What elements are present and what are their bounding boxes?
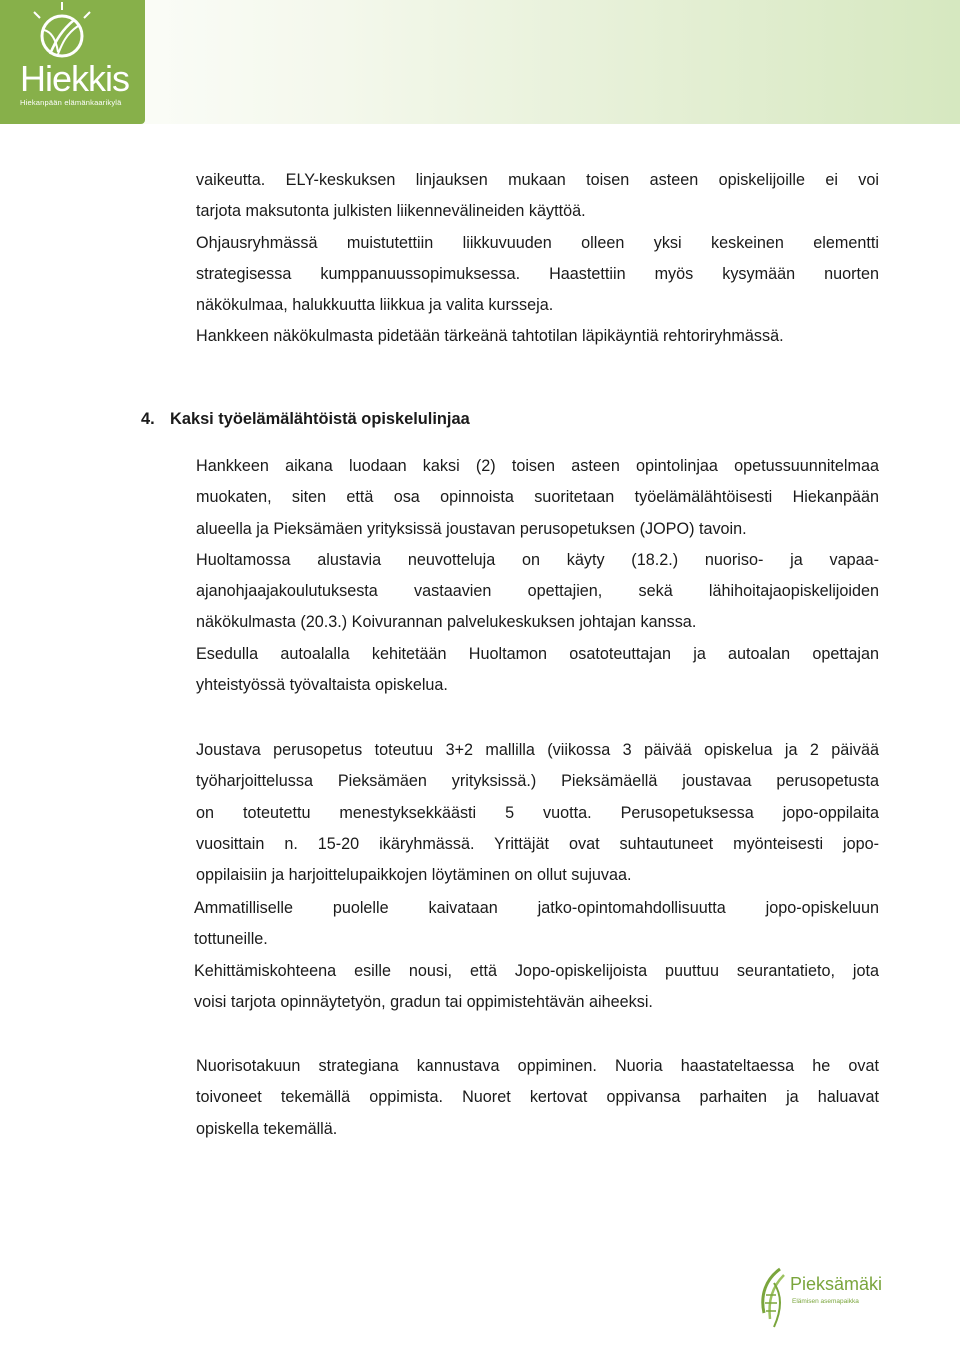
- text-line: toivoneet tekemällä oppimista. Nuoret kertovat oppivansa parhaiten ja haluavat: [196, 1088, 879, 1107]
- logo-wordmark: Hiekkis: [20, 58, 130, 99]
- logo-tagline: Hiekanpään elämänkaarikylä: [20, 98, 122, 107]
- section-body-4: [196, 1051, 879, 1145]
- text-line: voisi tarjota opinnäytetyön, gradun tai oppimistehtävän aiheeksi.: [194, 992, 653, 1011]
- text-line: Hankkeen näkökulmasta pidetään tärkeänä tahtotilan läpikäyntiä rehtoriryhmässä.: [196, 327, 784, 346]
- paragraph: [196, 1051, 879, 1145]
- text-line: näkökulmasta (20.3.) Koivurannan palvelukeskuksen johtajan kanssa.: [196, 613, 697, 632]
- paragraph: [196, 228, 879, 322]
- paragraph: [196, 451, 879, 545]
- paragraph: [196, 735, 879, 891]
- text-line: on toteutettu menestyksekkäästi 5 vuotta. Perusopetuksessa jopo-oppilaita: [196, 803, 879, 822]
- pieksamaki-logo: [752, 1265, 892, 1335]
- section-heading: [141, 404, 470, 435]
- text-line: Esedulla autoalalla kehitetään Huoltamon osatoteuttajan ja autoalan opettajan: [196, 644, 879, 663]
- text-line: työharjoittelussa Pieksämäen yrityksissä.) Pieksämäellä joustavaa perusopetusta: [196, 772, 879, 791]
- text-line: vuosittain n. 15-20 ikäryhmässä. Yrittäjät ovat suhtautuneet myönteisesti jopo-: [196, 834, 879, 853]
- text-line: Joustava perusopetus toteutuu 3+2 mallilla (viikossa 3 päivää opiskelua ja 2 päivää: [196, 741, 879, 759]
- paragraph: [196, 545, 879, 639]
- text-line: Ammatilliselle puolelle kaivataan jatko-opintomahdollisuutta jopo-opiskeluun: [194, 899, 879, 917]
- text-line: strategisessa kumppanuussopimuksessa. Haastettiin myös kysymään nuorten: [196, 264, 879, 283]
- text-line: vaikeutta. ELY-keskuksen linjauksen mukaan toisen asteen opiskelijoille ei voi: [196, 171, 879, 189]
- page-header: [0, 0, 960, 124]
- text-line: opiskella tekemällä.: [196, 1119, 338, 1138]
- text-line: yhteistyössä työvaltaista opiskelua.: [196, 676, 448, 695]
- hiekkis-logo: [0, 0, 145, 124]
- paragraph: [194, 956, 879, 1019]
- paragraph: [194, 893, 879, 956]
- text-line: tarjota maksutonta julkisten liikennevälineiden käyttöä.: [196, 202, 586, 221]
- paragraph: [196, 639, 879, 702]
- footer-wordmark: Pieksämäki: [790, 1274, 883, 1294]
- section-body-3: [194, 893, 879, 1018]
- paragraph: [196, 165, 879, 228]
- text-line: Hankkeen aikana luodaan kaksi (2) toisen asteen opintolinjaa opetussuunnitelmaa: [196, 457, 879, 475]
- text-line: ajanohjaajakoulutuksesta vastaavien opettajien, sekä lähihoitajaopiskelijoiden: [196, 582, 879, 601]
- section-body: [196, 451, 879, 701]
- text-line: oppilaisiin ja harjoittelupaikkojen löytäminen on ollut sujuvaa.: [196, 866, 632, 885]
- text-line: Nuorisotakuun strategiana kannustava oppiminen. Nuoria haastateltaessa he ovat: [196, 1057, 879, 1075]
- text-line: näkökulmaa, halukkuutta liikkua ja valita kursseja.: [196, 296, 554, 315]
- section-body-2: [196, 735, 879, 891]
- text-line: muokaten, siten että osa opinnoista suoritetaan työelämälähtöisesti Hiekanpään: [196, 488, 879, 507]
- text-line: Kehittämiskohteena esille nousi, että Jopo-opiskelijoista puuttuu seurantatieto, jota: [194, 961, 879, 980]
- paragraph: [196, 321, 879, 352]
- text-line: tottuneille.: [194, 930, 268, 949]
- swirl-emblem-icon: [752, 1265, 792, 1335]
- text-line: Huoltamossa alustavia neuvotteluja on käyty (18.2.) nuoriso- ja vapaa-: [196, 550, 879, 569]
- text-line: alueella ja Pieksämäen yrityksissä joustavan perusopetuksen (JOPO) tavoin.: [196, 519, 747, 538]
- section-number: 4.: [141, 410, 155, 428]
- intro-paragraph: [196, 165, 879, 353]
- footer-tagline: Elämisen asemapaikka: [792, 1298, 859, 1305]
- text-line: Ohjausryhmässä muistutettiin liikkuvuuden olleen yksi keskeinen elementti: [196, 233, 879, 252]
- section-title: Kaksi työelämälähtöistä opiskelulinjaa: [170, 410, 470, 428]
